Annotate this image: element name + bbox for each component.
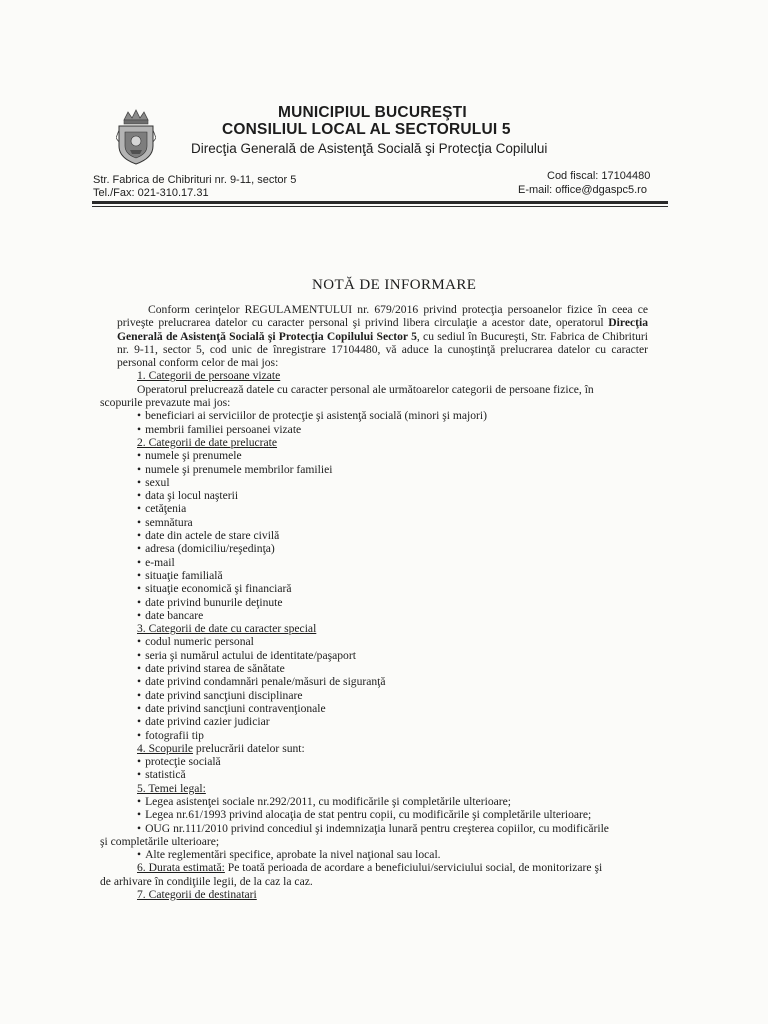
list-item: • protecţie socială (137, 755, 648, 768)
list-item: • Alte reglementări specifice, aprobate la nivel naţional sau local. (137, 848, 648, 861)
list-item: • date din actele de stare civilă (137, 529, 648, 542)
phone-fax: Tel./Fax: 021-310.17.31 (93, 187, 209, 199)
list-item: • numele şi prenumele membrilor familiei (137, 463, 648, 476)
document-title: NOTĂ DE INFORMARE (312, 277, 477, 293)
list-item: • date bancare (137, 609, 648, 622)
section-6-line (137, 861, 648, 874)
section-6-heading: 6. Durata estimată: (137, 861, 225, 875)
section-4-heading-line (137, 742, 648, 755)
org-name-directorate: Direcţia Generală de Asistenţă Socială şi Protecţia Copilului (191, 141, 548, 156)
list-item: • date privind condamnări penale/măsuri de siguranţă (137, 675, 648, 688)
list-item: • date privind bunurile deţinute (137, 596, 648, 609)
list-item: • Legea asistenţei sociale nr.292/2011, cu modificările şi completările ulterioare; (137, 795, 648, 808)
list-item: • data şi locul naşterii (137, 489, 648, 502)
org-name-municipality: MUNICIPIUL BUCUREŞTI (278, 104, 467, 121)
section-1-heading: 1. Categorii de persoane vizate (137, 369, 281, 383)
list-item: • fotografii tip (137, 729, 648, 742)
org-name-council: CONSILIUL LOCAL AL SECTORULUI 5 (222, 121, 511, 138)
list-item: • date privind starea de sănătate (137, 662, 648, 675)
section-4-heading: 4. Scopurile (137, 741, 194, 755)
list-item: • semnătura (137, 516, 648, 529)
list-item-continuation: şi completările ulterioare; (100, 834, 220, 848)
list-item: • beneficiari ai serviciilor de protecţie şi asistenţă socială (minori şi majori) (137, 409, 648, 422)
document-body (100, 303, 648, 902)
fiscal-code: Cod fiscal: 17104480 (547, 170, 651, 182)
list-item: • date privind sancţiuni disciplinare (137, 689, 648, 702)
list-item: • seria şi numărul actului de identitate/paşaport (137, 649, 648, 662)
list-item: • statistică (137, 768, 648, 781)
section-5-heading: 5. Temei legal: (137, 781, 206, 795)
list-item: • codul numeric personal (137, 635, 648, 648)
list-item: • numele şi prenumele (137, 449, 648, 462)
intro-text-1: Conform cerinţelor REGULAMENTULUI nr. 679/2016 privind protecţia persoanelor fizice în ceea ce priveşte prelucrarea datelor cu caracter personal şi privind libera circulaţie a acestor date, operatorul (117, 303, 648, 330)
address: Str. Fabrica de Chibrituri nr. 9-11, sector 5 (93, 174, 297, 186)
intro-text-2: , cu sediul în Bucureşti, Str. Fabrica de Chibrituri nr. 9-11, sector 5, cod unic de înregistrare 17104480, vă aduce la cunoştinţă prelucrarea datelor cu caracter personal conform celor de mai jos: (117, 329, 648, 370)
section-1-text: Operatorul prelucrează datele cu caracter personal ale următoarelor categorii de persoane fizice, în (137, 382, 594, 396)
list-item: • OUG nr.111/2010 privind concediul şi indemnizaţia lunară pentru creşterea copiilor, cu modificările (137, 822, 648, 835)
list-item: • situaţie economică şi financiară (137, 582, 648, 595)
header-rule-thick (92, 201, 668, 204)
list-item: • membrii familiei persoanei vizate (137, 423, 648, 436)
section-4-heading-rest: prelucrării datelor sunt: (193, 741, 305, 755)
list-item: • Legea nr.61/1993 privind alocaţia de stat pentru copii, cu modificările şi completările ulterioare; (137, 808, 648, 821)
coat-of-arms-icon (116, 108, 156, 166)
email: E-mail: office@dgaspc5.ro (518, 184, 647, 196)
list-item: • sexul (137, 476, 648, 489)
section-3-heading: 3. Categorii de date cu caracter special (137, 622, 317, 636)
list-item: • situaţie familială (137, 569, 648, 582)
list-item: • cetăţenia (137, 502, 648, 515)
list-item: • e-mail (137, 556, 648, 569)
section-2-heading: 2. Categorii de date prelucrate (137, 435, 278, 449)
operator-name: Direcţia Generală de Asistenţă Socială şi Protecţia Copilului Sector 5 (117, 316, 648, 343)
header-rule-thin (92, 206, 668, 207)
letterhead (0, 0, 768, 210)
list-item: • date privind cazier judiciar (137, 715, 648, 728)
section-6-text-cont: de arhivare în condiţiile legii, de la caz la caz. (100, 874, 313, 888)
section-1-text-cont: scopurile prevazute mai jos: (100, 396, 231, 410)
intro-paragraph (117, 303, 648, 369)
list-item: • date privind sancţiuni contravenţionale (137, 702, 648, 715)
section-7-heading: 7. Categorii de destinatari (137, 888, 257, 902)
section-6-text: Pe toată perioada de acordare a beneficiului/serviciului social, de monitorizare şi (224, 861, 603, 875)
list-item: • adresa (domiciliu/reşedinţa) (137, 542, 648, 555)
